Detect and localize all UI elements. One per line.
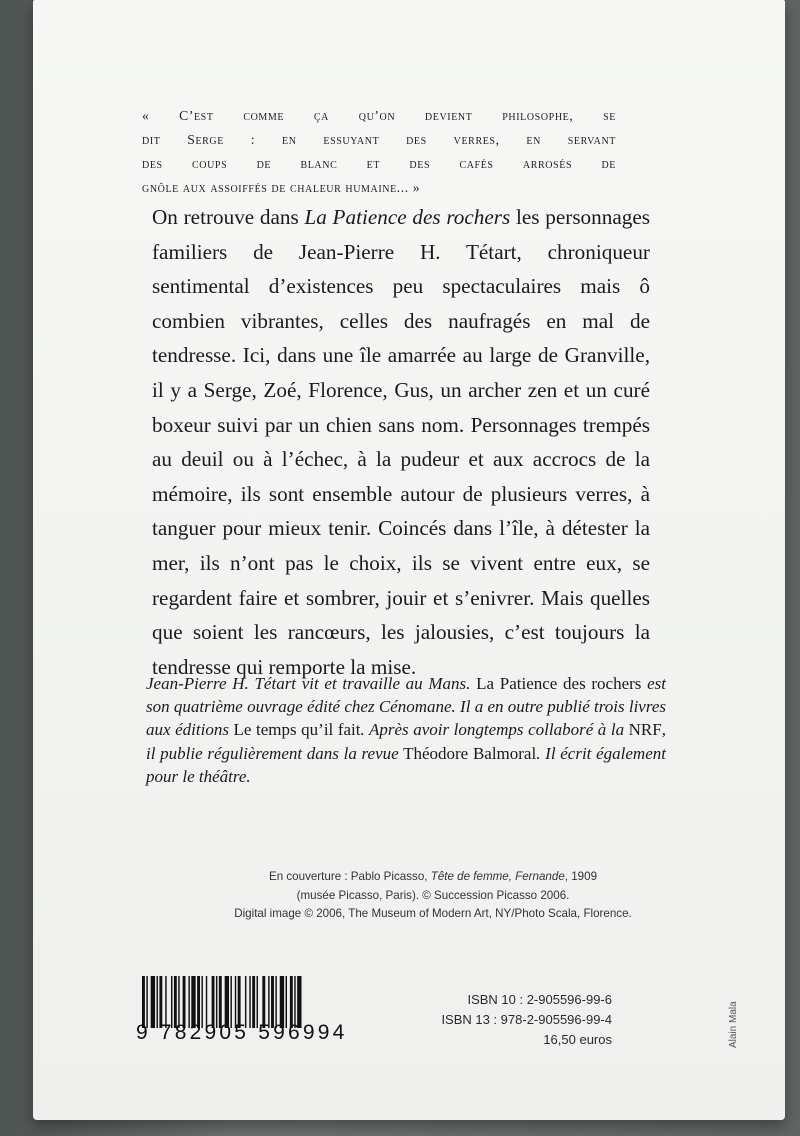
author-bio: [146, 672, 666, 788]
credit-line: Digital image © 2006, The Museum of Modern Art, NY/Photo Scala, Florence.: [234, 907, 632, 921]
bio-part: NRF: [628, 720, 662, 740]
barcode-digits: 9 782905 596994: [136, 1021, 348, 1044]
summary-book-title: La Patience des rochers: [304, 205, 511, 229]
isbn-13: ISBN 13 : 978-2-905596-99-4: [441, 1012, 612, 1027]
credit-line: [212, 868, 654, 887]
cover-credit: [212, 868, 654, 924]
isbn-10: ISBN 10 : 2-905596-99-6: [467, 992, 612, 1007]
quote-line: dit Serge : en essuyant des verres, en servant: [142, 132, 616, 147]
credit-line: (musée Picasso, Paris). © Succession Picasso 2006.: [296, 888, 570, 902]
summary-text: les personnages familiers de Jean-Pierre H. Tétart, chroniqueur sentimental d’existences peu spectaculaires mais ô combien vibrantes, celles des naufragés en mal de tendresse. Ici, dans une île amarrée au large de Granville, il y a Serge, Zoé, Florence, Gus, un archer zen et un curé boxeur suivi par un chien sans nom. Personnages trempés au deuil ou à l’échec, à la pudeur et aux accrocs de la mémoire, ils sont ensemble autour de plusieurs verres, à tanguer pour mieux tenir. Coincés dans l’île, à détester la mer, ils n’ont pas le choix, ils se vivent entre eux, se regardent faire et sombrer, jouir et s’enivrer. Mais quelles que soient les rancœurs, les jalousies, c’est toujours la tendresse qui remporte la mise.: [152, 205, 650, 679]
bio-part: La Patience des rochers: [476, 674, 642, 693]
book-summary: [152, 200, 650, 684]
credit-suffix: , 1909: [564, 870, 598, 883]
epigraph-quote: [142, 104, 616, 200]
bio-part: , il publie régulièrement dans la revue: [146, 720, 666, 763]
credit-prefix: En couverture : Pablo Picasso,: [268, 870, 431, 883]
bio-part: . Après avoir longtemps collaboré à la: [360, 720, 625, 740]
credit-artwork: Tête de femme, Fernande: [430, 870, 565, 883]
photographer-credit: Alain Mala: [728, 1001, 739, 1048]
bio-part: Théodore Balmoral: [403, 743, 537, 763]
bio-part: . Il écrit également pour le théâtre.: [146, 743, 666, 786]
barcode: [136, 976, 352, 1052]
quote-line: des coups de blanc et des cafés arrosés de: [142, 156, 616, 171]
price: 16,50 euros: [543, 1032, 612, 1047]
bio-part: Le temps qu’il fait: [233, 720, 361, 740]
quote-line: gnôle aux assoiffés de chaleur humaine... »: [142, 180, 421, 195]
isbn-block: [440, 990, 612, 1050]
bio-part: Jean-Pierre H. Tétart vit et travaille au Mans.: [146, 674, 471, 693]
summary-intro: On retrouve dans: [152, 205, 305, 229]
bio-part: est son quatrième ouvrage édité chez Cénomane. Il a en outre publié trois livres aux éditions: [146, 674, 667, 740]
quote-line: « C’est comme ça qu’on devient philosophe, se: [142, 108, 616, 123]
